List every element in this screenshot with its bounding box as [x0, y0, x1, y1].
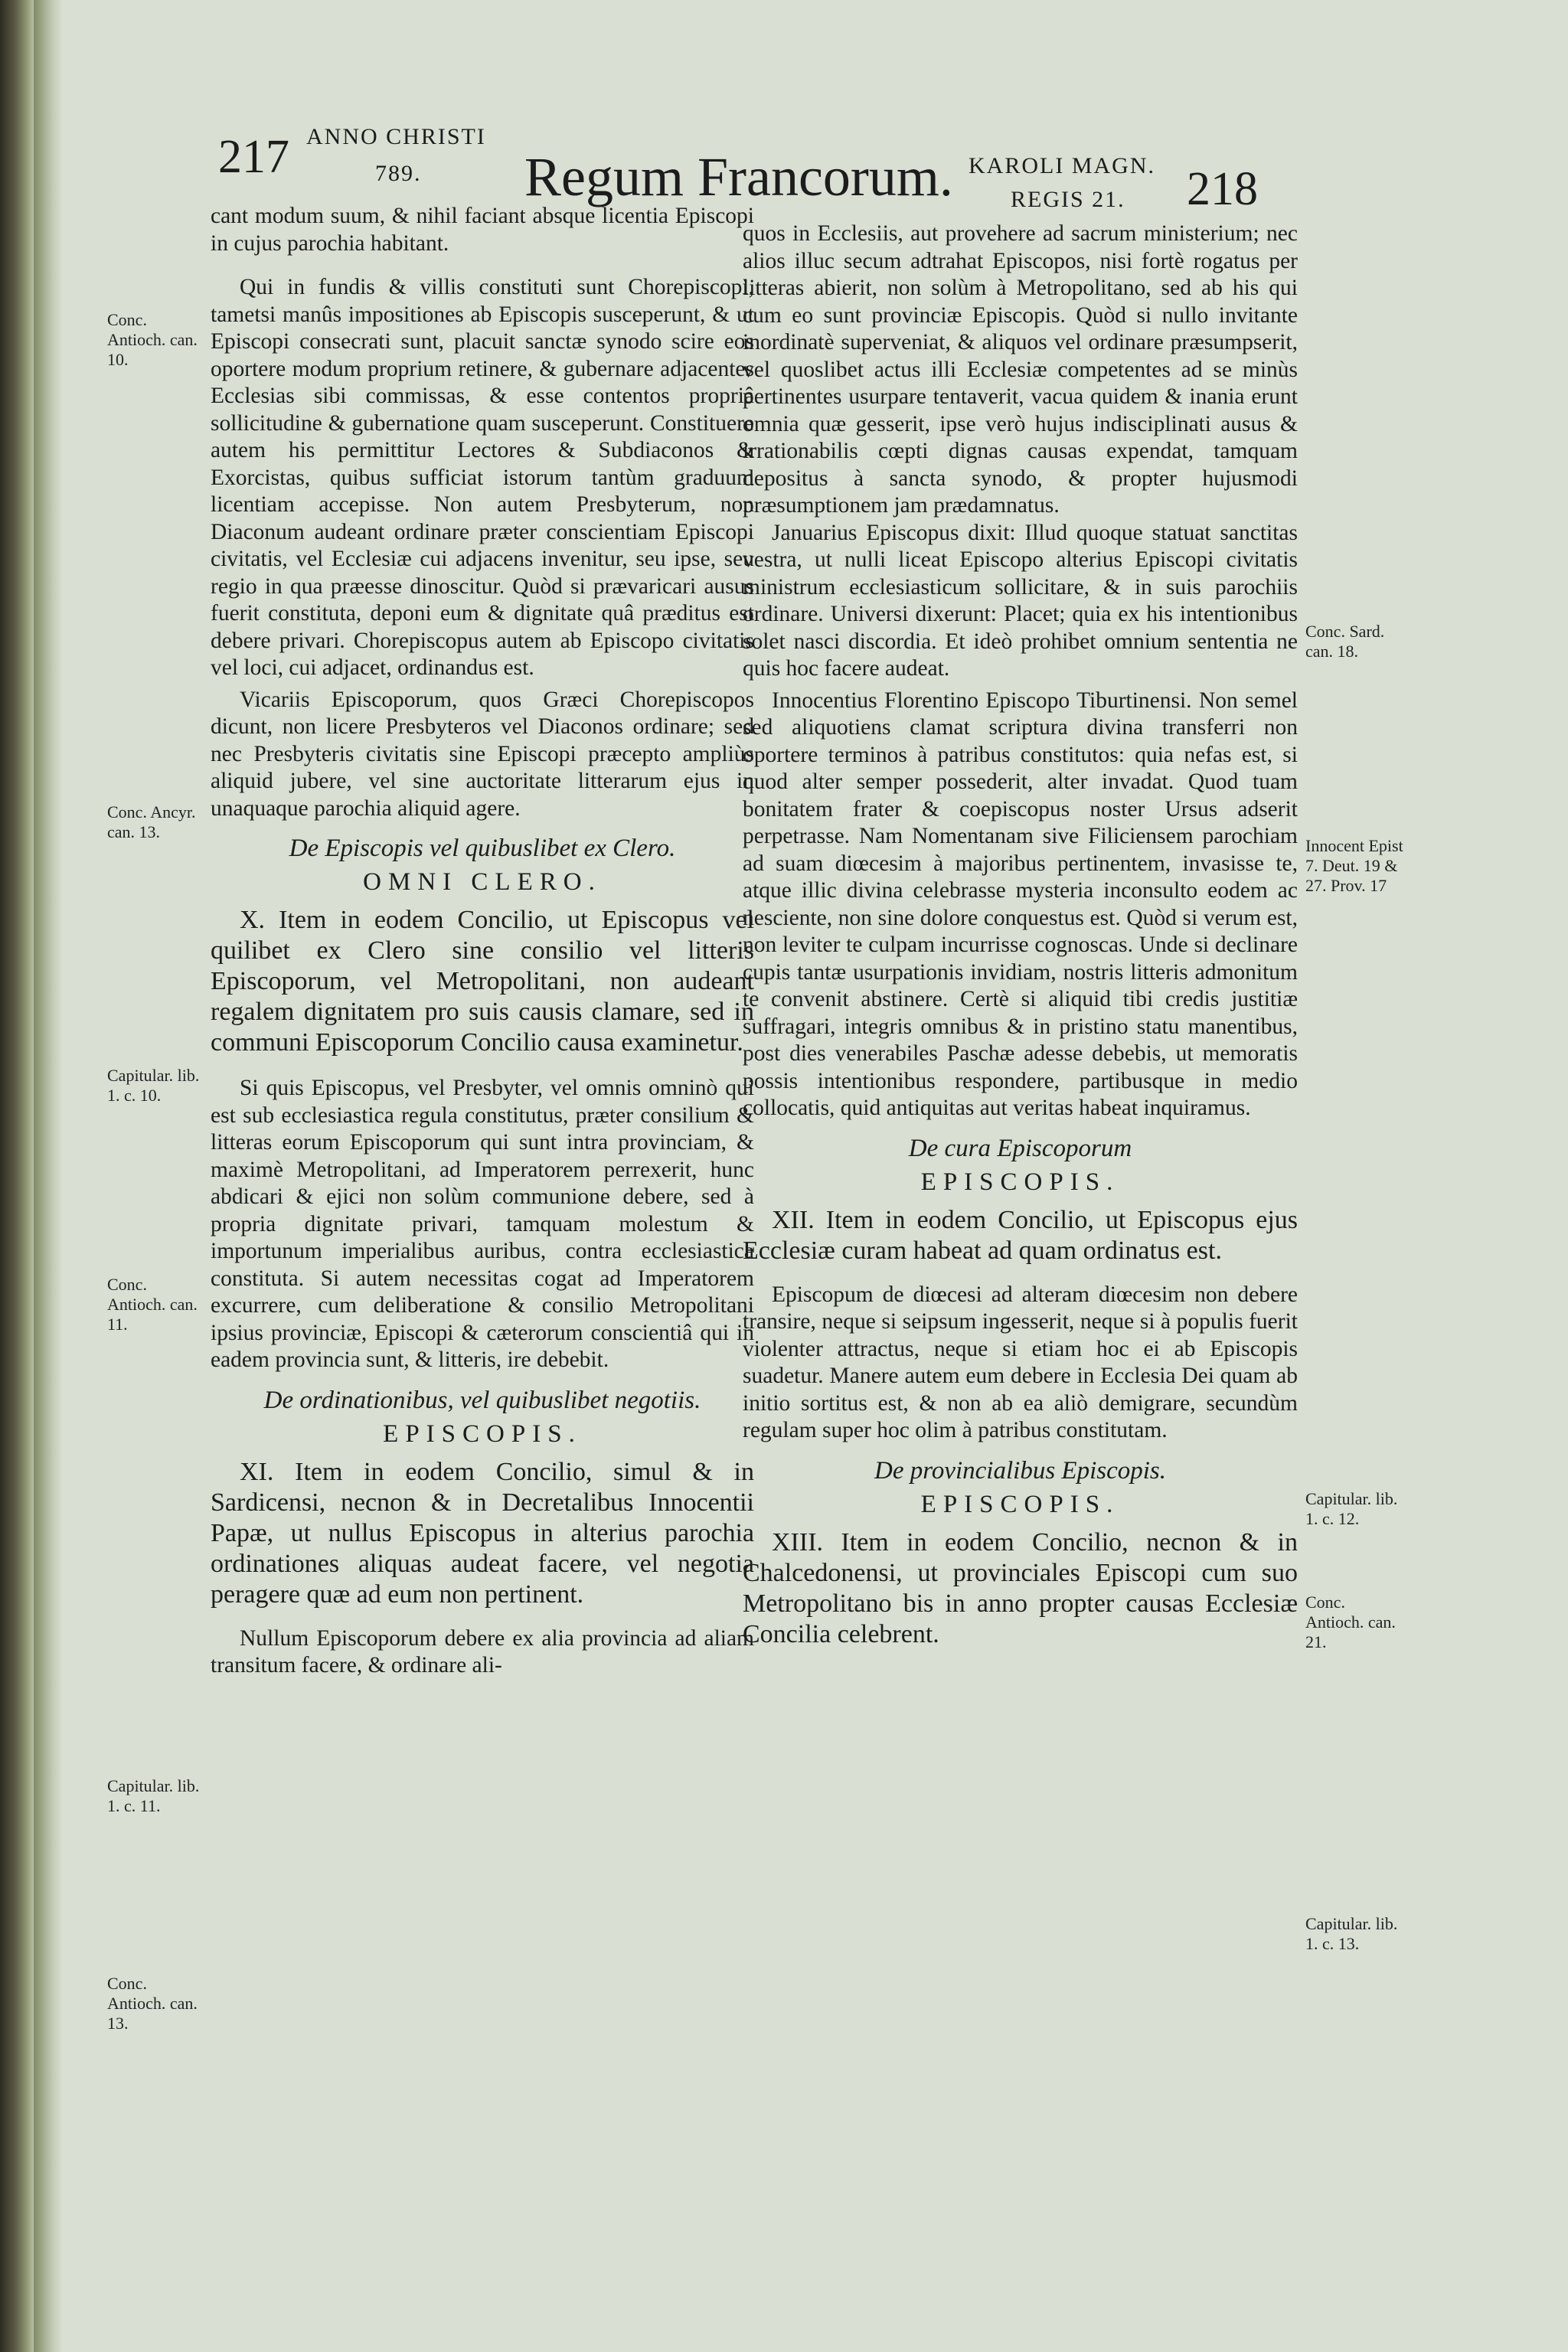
book-page	[61, 0, 1568, 2352]
paragraph: Episcopum de diœcesi ad alteram diœcesim non debere transire, neque si seipsum ingesserit, neque si à populis fuerit violenter attractus, neque si etiam hoc ei ab Episcopis suadetur. Manere autem eum debere in Ecclesia Dei quam ab initio sortitus est, & non ab ea aliò demigrare, secundùm regulam super hoc olim à patribus constitutam.	[743, 1282, 1298, 1442]
paragraph: Qui in fundis & villis constituti sunt Chorepiscopi, tametsi manûs impositiones ab Episcopis susceperunt, & ut Episcopi consecrati sunt, placuit sanctæ synodo scire eos oportere modum proprium retinere, & gubernare adjacentes Ecclesias sibi commissas, & esse contentos propriâ sollicitudine & gubernatione quam susceperunt. Constituere autem his permittitur Lectores & Subdiaconos & Exorcistas, quibus sufficiat istorum tantùm graduum licentiam accepisse. Non autem Presbyterum, non Diaconum audeant ordinare præter conscientiam Episcopi civitatis, vel Ecclesiæ cui adjacens invenitur, seu ipse, seu regio in qua præesse dinoscitur. Quòd si prævaricari ausus fuerit constituta, deponi eum & dignitate quâ præditus est debere privari. Chorepiscopus autem ab Episcopo civitatis vel loci, cui adjacet, ordinandus est.	[211, 275, 754, 680]
paragraph: Innocentius Florentino Episcopo Tiburtinensi. Non semel sed aliquotiens clamat scriptura divina transferri non oportere terminos à patribus constitutos: quia nefas est, si quod alter semper possederit, alter invadat. Quod tuam bonitatem frater & coepiscopus noster Ursus adserit perpetrasse. Nam Nomentanam sive Filiciensem parochiam ad suam diœcesim à majoribus pertinentem, invasisse te, atque illic divina celebrasse mysteria inconsulto eodem ac nesciente, non sine dolore conquestus est. Quòd si verum est, non leviter te culpam incurrisse cognoscas. Unde si declinare cupis tantæ usurpationis invidiam, nostris litteris admonitum te convenit abstinere. Certè si aliquid tibi credis justitiæ suffragari, integris omnibus & in pristino statu manentibus, post dies venerabiles Paschæ adesse debebis, ut memoratis possis intentionibus respondere, partibusque in medio collocatis, quid antiquitas aut veritas habeat inquiramus.	[743, 688, 1298, 1120]
page-title: Regum Francorum.	[524, 146, 953, 207]
section-heading: De cura Episcoporum	[908, 1134, 1132, 1162]
section-subheading: EPISCOPIS.	[920, 1490, 1120, 1518]
margin-note: Capitular. lib. 1. c. 10.	[107, 1066, 200, 1105]
right-page-number: 218	[1187, 163, 1258, 215]
margin-note: Conc. Antioch. can. 10.	[107, 310, 198, 369]
paragraph: cant modum suum, & nihil faciant absque licentia Episcopi in cujus parochia habitant.	[211, 204, 754, 256]
canon-paragraph: XIII. Item in eodem Concilio, necnon & in Chalcedonensi, ut provinciales Episcopi cum suo Metropolitano bis in anno propter causas Ecclesiæ Concilia celebrent.	[743, 1527, 1298, 1648]
paragraph: Vicariis Episcoporum, quos Græci Chorepiscopos dicunt, non licere Presbyteros vel Diaconos ordinare; sed nec Presbyteris civitatis sine Episcopi præcepto ampliùs aliquid jubere, vel sine auctoritate litterarum ejus in unaquaque parochia aliquid agere.	[211, 687, 754, 821]
canon-paragraph: X. Item in eodem Concilio, ut Episcopus vel quilibet ex Clero sine consilio vel litteris Episcoporum, vel Metropolitani, non audeant regalem dignitatem pro suis causis clamare, sed in communi Episcoporum Concilio causa examinetur.	[211, 906, 754, 1057]
left-page-number: 217	[218, 131, 289, 183]
paragraph: Nullum Episcoporum debere ex alia provincia ad aliam transitum facere, & ordinare ali-	[211, 1625, 754, 1677]
section-subheading: OMNI CLERO.	[363, 868, 602, 896]
margin-note: Capitular. lib. 1. c. 13.	[1305, 1914, 1398, 1953]
margin-note: Conc. Antioch. can. 13.	[107, 1974, 198, 2033]
section-heading: De ordinationibus, vel quibuslibet negotiis.	[263, 1386, 701, 1414]
section-subheading: EPISCOPIS.	[920, 1168, 1120, 1196]
section-subheading: EPISCOPIS.	[383, 1419, 582, 1448]
book-spine-shadow	[0, 0, 34, 2352]
page-gutter	[34, 0, 61, 2352]
section-heading: De provincialibus Episcopis.	[874, 1456, 1166, 1485]
paragraph: quos in Ecclesiis, aut provehere ad sacrum ministerium; nec alios illuc secum adtrahat Episcopos, nisi fortè rogatus per litteras abierit, non solùm à Metropolitano, sed ab his qui cum eo sunt provinciæ Episcopis. Quòd si nullo invitante inordinatè superveniat, & aliquos vel ordinare præsumpserit, vel quoslibet actus illi Ecclesiæ competentes ad se minùs pertinentes usurpare tentaverit, vacua quidem & inania erunt omnia quæ gesserit, ipse verò hujus indisciplinati ausus & irrationabilis cœpti dignas causas expendat, tamquam depositus à sancta synodo, & propter hujusmodi præsumptionem jam prædamnatus.	[743, 221, 1298, 518]
margin-note: Conc. Ancyr. can. 13.	[107, 802, 196, 841]
header-regis: REGIS 21.	[1011, 187, 1125, 212]
running-header	[61, 115, 1568, 215]
paragraph: Si quis Episcopus, vel Presbyter, vel omnis omninò qui est sub ecclesiastica regula constitutus, præter consilium & litteras eorum Episcoporum qui sunt intra provinciam, & maximè Metropolitani, ad Imperatorem perrexerit, hunc abdicari & ejici non solùm communione debere, sed à propria dignitate privari, tamquam molestum & importunum imperialibus auribus, contra ecclesiastica constituta. Si autem necessitas cogat ad Imperatorem excurrere, cum deliberatione & consilio Metropolitani ipsius provinciæ, Episcopi & cæterorum conscientiâ qui in eadem provincia sunt, & litteris, ire debebit.	[211, 1076, 754, 1372]
header-karoli-magn: KAROLI MAGN.	[969, 153, 1155, 178]
margin-note: Innocent Epist 7. Deut. 19 & 27. Prov. 17	[1305, 836, 1403, 895]
margin-note: Conc. Sard. can. 18.	[1305, 622, 1385, 661]
paragraph: Januarius Episcopus dixit: Illud quoque statuat sanctitas vestra, ut nulli liceat Episcopo alterius Episcopi civitatis ministrum ecclesiasticum sollicitare, & in suis parochiis ordinare. Universi dixerunt: Placet; quia ex his intentionibus solet nasci discordia. Et ideò prohibet omnium sententia ne quis hoc facere audeat.	[743, 520, 1298, 681]
header-year: 789.	[375, 161, 422, 186]
canon-paragraph: XII. Item in eodem Concilio, ut Episcopus ejus Ecclesiæ curam habeat ad quam ordinatus est.	[743, 1205, 1298, 1265]
margin-note: Conc. Antioch. can. 11.	[107, 1275, 198, 1334]
margin-note: Capitular. lib. 1. c. 11.	[107, 1776, 200, 1815]
header-anno-christi: ANNO CHRISTI	[306, 124, 486, 149]
section-heading: De Episcopis vel quibuslibet ex Clero.	[289, 835, 676, 862]
right-text-column	[743, 220, 1298, 1650]
canon-paragraph: XI. Item in eodem Concilio, simul & in Sardicensi, necnon & in Decretalibus Innocentii Papæ, ut nullus Episcopus in alterius parochia ordinationes aliquas audeat facere, vel negotia peragere quæ ad eum non pertinent.	[211, 1457, 754, 1609]
left-text-column	[211, 203, 754, 1680]
margin-note: Conc. Antioch. can. 21.	[1305, 1592, 1396, 1651]
margin-note: Capitular. lib. 1. c. 12.	[1305, 1489, 1398, 1528]
